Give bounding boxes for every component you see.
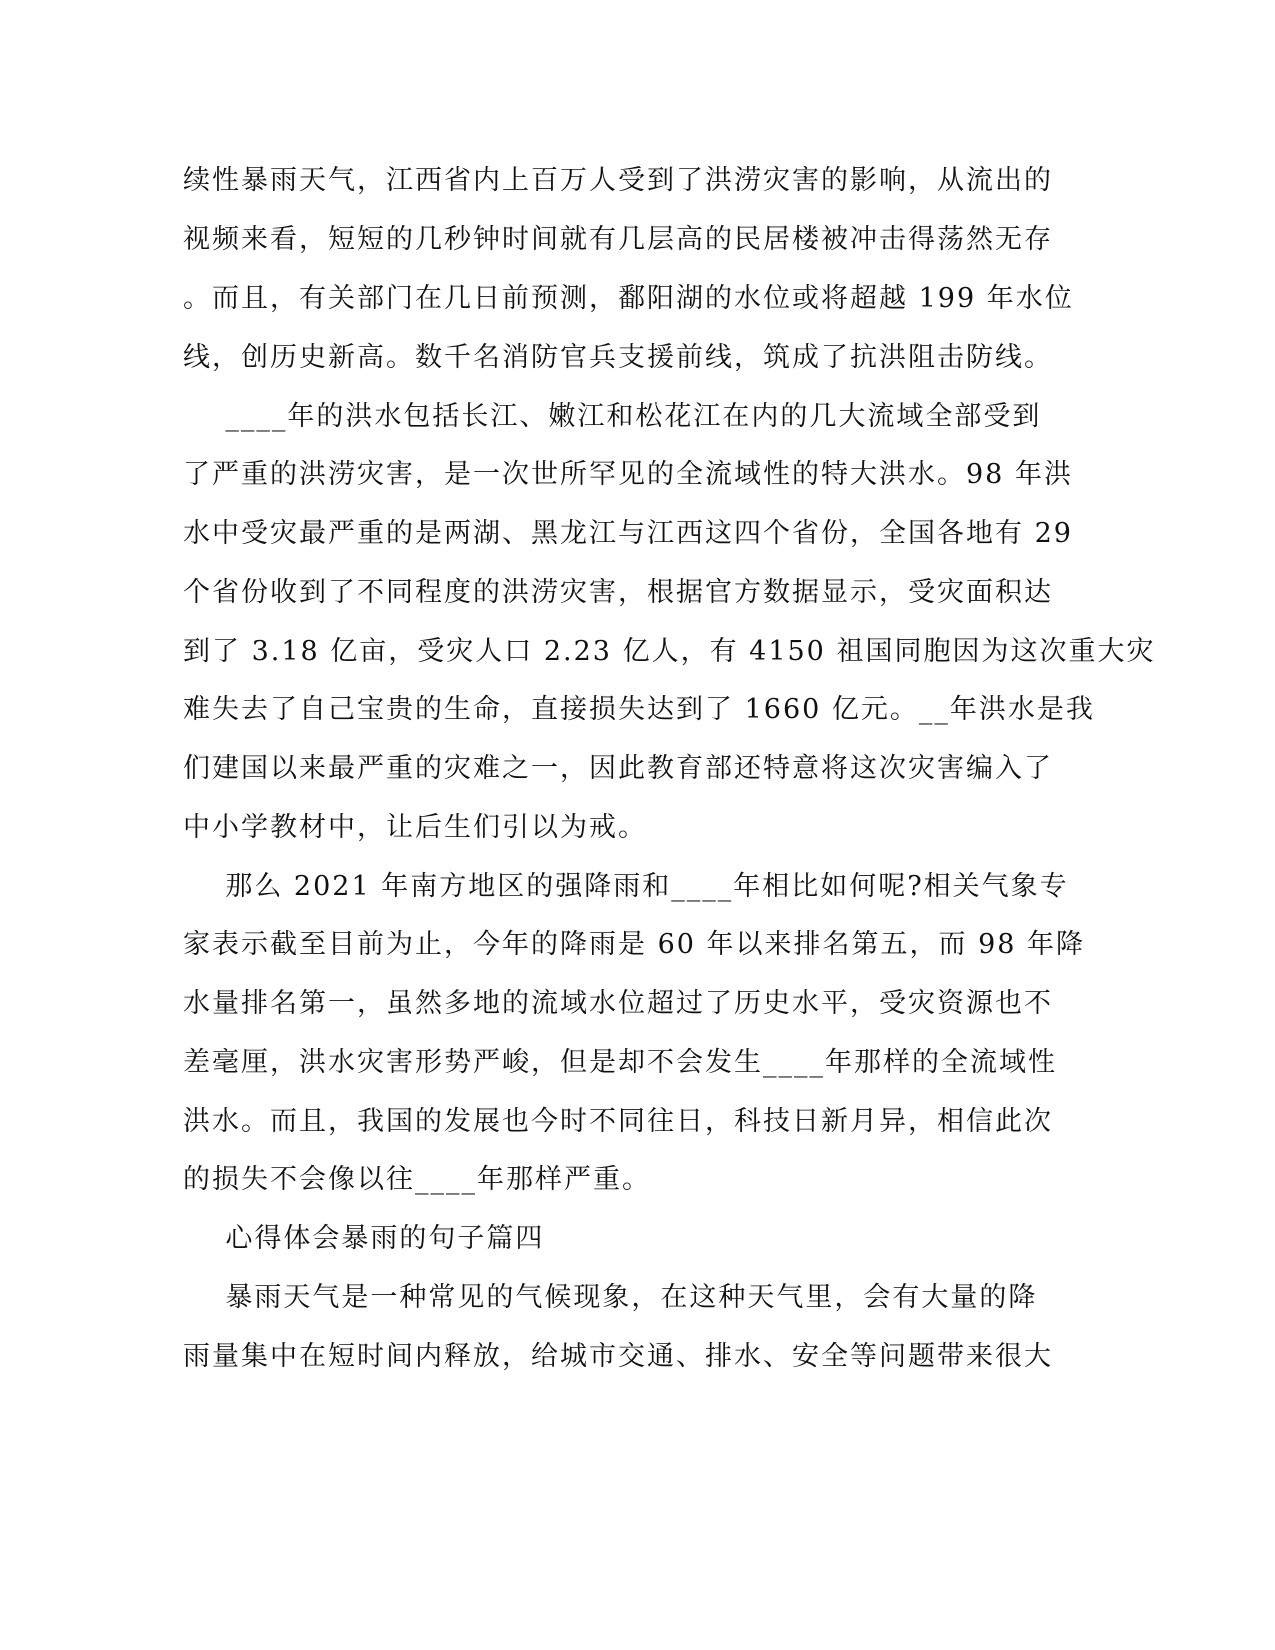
text-line: 中小学教材中，让后生们引以为戒。 <box>183 812 647 843</box>
text-line: 续性暴雨天气，江西省内上百万人受到了洪涝灾害的影响，从流出的 <box>183 165 1053 196</box>
text-line: 水中受灾最严重的是两湖、黑龙江与江西这四个省份，全国各地有 29 <box>183 518 1073 549</box>
text-line: 视频来看，短短的几秒钟时间就有几层高的民居楼被冲击得荡然无存 <box>183 224 1053 255</box>
text-line: 线，创历史新高。数千名消防官兵支援前线，筑成了抗洪阻击防线。 <box>183 342 1053 373</box>
text-line: 暴雨天气是一种常见的气候现象，在这种天气里，会有大量的降 <box>183 1282 1038 1313</box>
text-line: 了严重的洪涝灾害，是一次世所罕见的全流域性的特大洪水。98 年洪 <box>183 459 1073 490</box>
section-heading: 心得体会暴雨的句子篇四 <box>183 1223 545 1254</box>
text-line: ____年的洪水包括长江、嫩江和松花江在内的几大流域全部受到 <box>183 401 1042 432</box>
text-line: 个省份收到了不同程度的洪涝灾害，根据官方数据显示，受灾面积达 <box>183 577 1053 608</box>
text-line: 们建国以来最严重的灾难之一，因此教育部还特意将这次灾害编入了 <box>183 753 1053 784</box>
text-line: 。而且，有关部门在几日前预测，鄱阳湖的水位或将超越 199 年水位 <box>183 283 1074 314</box>
text-line: 水量排名第一，虽然多地的流域水位超过了历史水平，受灾资源也不 <box>183 988 1053 1019</box>
text-line: 差毫厘，洪水灾害形势严峻，但是却不会发生____年那样的全流域性 <box>183 1047 1057 1078</box>
text-line: 那么 2021 年南方地区的强降雨和____年相比如何呢?相关气象专 <box>183 871 1069 902</box>
text-line: 雨量集中在短时间内释放，给城市交通、排水、安全等问题带来很大 <box>183 1341 1053 1372</box>
text-line: 难失去了自己宝贵的生命，直接损失达到了 1660 亿元。__年洪水是我 <box>183 694 1095 725</box>
text-line: 到了 3.18 亿亩，受灾人口 2.23 亿人，有 4150 祖国同胞因为这次重大灾 <box>183 636 1156 667</box>
text-line: 的损失不会像以往____年那样严重。 <box>183 1164 651 1195</box>
text-line: 洪水。而且，我国的发展也今时不同往日，科技日新月异，相信此次 <box>183 1106 1053 1137</box>
text-line: 家表示截至目前为止，今年的降雨是 60 年以来排名第五，而 98 年降 <box>183 929 1086 960</box>
